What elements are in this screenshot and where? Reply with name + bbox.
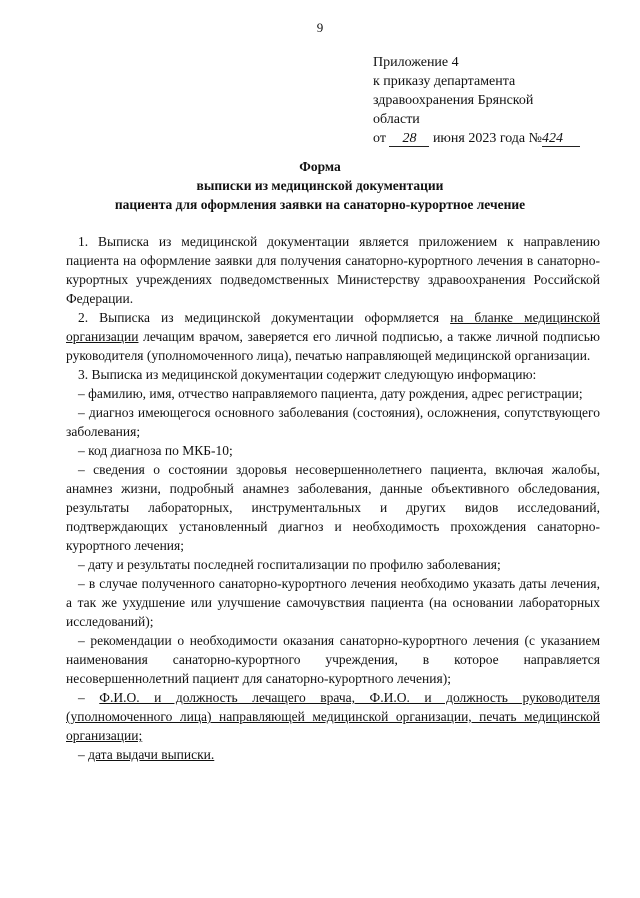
document-title	[0, 157, 640, 214]
paragraph-2-underlined: на бланке медицинской организации	[66, 310, 600, 344]
paragraph-2	[66, 308, 600, 365]
appendix-date-line	[373, 129, 623, 148]
date-rest: июня 2023 года №	[432, 131, 543, 146]
title-line: пациента для оформления заявки на санаторно-курортное лечение	[114, 197, 526, 212]
list-dash: –	[78, 747, 89, 762]
handwritten-order-number: 424	[542, 132, 580, 147]
page-number: 9	[316, 20, 324, 35]
list-item: – в случае полученного санаторно-курортного лечения необходимо указать даты лечения, а так же ухудшение или улучшение самочувствия пациента (на основании лабораторных исследований);	[66, 576, 600, 629]
title-line: выписки из медицинской документации	[196, 178, 444, 193]
appendix-line: здравоохранения Брянской	[373, 93, 534, 108]
list-item: – рекомендации о необходимости оказания санаторно-курортного лечения (с указанием наименования санаторно-курортного учреждения, в которое направляется несовершеннолетний пациент для санаторно-курортного лечения);	[66, 633, 600, 686]
appendix-line: к приказу департамента	[373, 74, 516, 89]
handwritten-day: 28	[389, 132, 429, 147]
paragraph-2-end: лечащим врачом, заверяется его личной подписью, а также личной подписью руководителя (уполномоченного лица), печатью направляющей медицинской организации.	[66, 329, 600, 363]
date-prefix: от	[373, 131, 386, 146]
appendix-line: Приложение 4	[373, 55, 459, 70]
list-dash: –	[78, 690, 100, 705]
paragraph-1: 1. Выписка из медицинской документации является приложением к направлению пациента на оформление заявки для получения санаторно-курортного лечения в санаторно-курортных учреждениях подведомственных Министерству здравоохранения Российской Федерации.	[66, 234, 600, 306]
paragraph-2-start: 2. Выписка из медицинской документации оформляется	[78, 310, 451, 325]
appendix-header	[373, 53, 623, 148]
list-item: – дату и результаты последней госпитализации по профилю заболевания;	[78, 557, 501, 572]
list-item-underlined: Ф.И.О. и должность лечащего врача, Ф.И.О. и должность руководителя (уполномоченного лица) направляющей медицинской организации, печать медицинской организации;	[66, 690, 600, 743]
title-line: Форма	[299, 159, 341, 174]
list-item-underlined: дата выдачи выписки.	[88, 747, 215, 762]
list-item: – сведения о состоянии здоровья несовершеннолетнего пациента, включая жалобы, анамнез жизни, подробный анамнез заболевания, данные объективного обследования, результаты лабораторных, инструментальных и других видов исследований, подтверждающих установленный диагноз и необходимость прохождения санаторно-курортного лечения;	[66, 462, 600, 553]
list-item: – код диагноза по МКБ-10;	[78, 443, 233, 458]
document-body	[66, 232, 600, 764]
list-item	[66, 745, 600, 764]
paragraph-3: 3. Выписка из медицинской документации содержит следующую информацию:	[78, 367, 537, 382]
appendix-line: области	[373, 112, 420, 127]
list-item: – фамилию, имя, отчество направляемого пациента, дату рождения, адрес регистрации;	[78, 386, 583, 401]
list-item: – диагноз имеющегося основного заболевания (состояния), осложнения, сопутствующего заболевания;	[66, 405, 600, 439]
list-item	[66, 688, 600, 745]
